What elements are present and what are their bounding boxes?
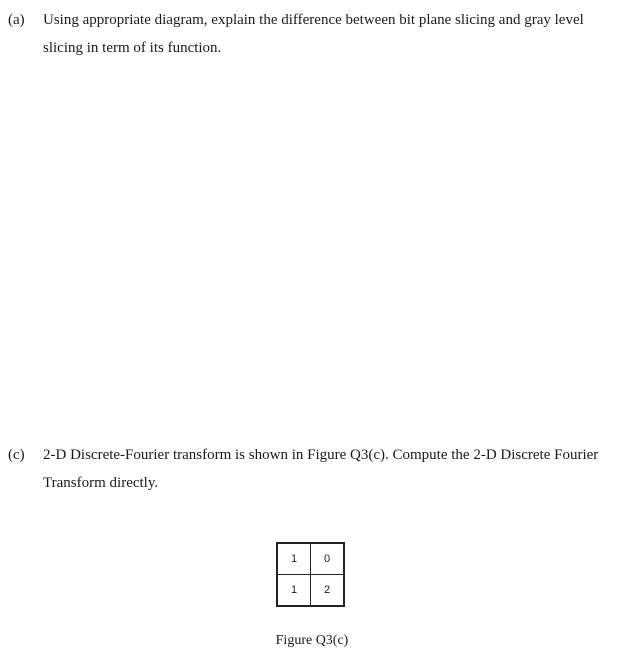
figure-matrix <box>276 542 345 607</box>
figure-caption: Figure Q3(c) <box>275 633 349 648</box>
matrix-cell: 0 <box>311 543 345 575</box>
matrix-cell: 1 <box>277 575 311 607</box>
matrix-row <box>277 543 344 575</box>
question-c <box>8 441 614 497</box>
matrix-cell: 1 <box>277 543 311 575</box>
question-a-text: Using appropriate diagram, explain the difference between bit plane slicing and gray level slicing in term of its function. <box>43 12 584 56</box>
matrix-row <box>277 575 344 607</box>
question-a <box>8 6 614 62</box>
matrix-cell: 2 <box>311 575 345 607</box>
question-c-text: 2-D Discrete-Fourier transform is shown in Figure Q3(c). Compute the 2-D Discrete Fourier Transform directly. <box>43 447 599 491</box>
question-c-label: (c) <box>8 447 25 463</box>
question-a-label: (a) <box>8 12 25 28</box>
